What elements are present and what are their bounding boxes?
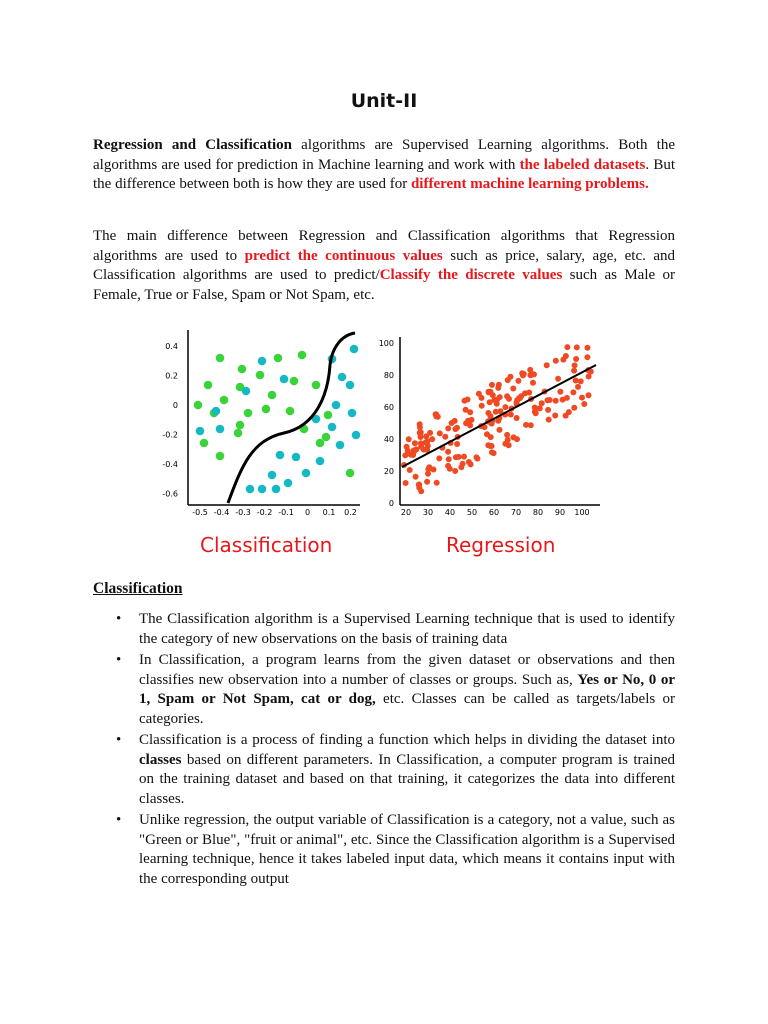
reg-point xyxy=(552,413,558,419)
difference-highlight-1: predict the continuous values xyxy=(244,247,443,264)
class-point-cyan xyxy=(284,479,293,488)
reg-point xyxy=(433,411,439,417)
reg-y-tick-label: 0 xyxy=(388,499,394,508)
reg-point xyxy=(465,397,471,403)
class-y-tick-label: -0.2 xyxy=(162,430,178,440)
reg-point xyxy=(553,398,559,404)
reg-point xyxy=(454,425,460,431)
class-x-tick-label: -0.4 xyxy=(213,508,230,517)
class-point-green xyxy=(290,377,299,386)
reg-y-tick-label: 40 xyxy=(383,435,394,444)
reg-x-tick-label: 70 xyxy=(510,508,522,517)
class-point-green xyxy=(200,439,209,448)
reg-point xyxy=(564,344,570,350)
reg-point xyxy=(445,449,451,455)
reg-point xyxy=(573,378,579,384)
reg-point xyxy=(445,463,451,469)
reg-point xyxy=(413,474,419,480)
reg-point xyxy=(544,362,550,368)
reg-x-tick-label: 60 xyxy=(488,508,500,517)
reg-point xyxy=(458,464,464,470)
reg-point xyxy=(570,389,576,395)
reg-point xyxy=(442,434,448,440)
reg-point xyxy=(465,418,471,424)
reg-point xyxy=(417,430,423,436)
reg-point xyxy=(418,488,424,494)
class-point-cyan xyxy=(276,451,285,460)
bullet-icon: • xyxy=(116,812,122,828)
reg-x-tick-label: 90 xyxy=(554,508,566,517)
reg-point xyxy=(563,413,569,419)
reg-point xyxy=(539,400,545,406)
bullet-bold: Yes or No, 0 or 1, Spam or Not Spam, cat or dog, xyxy=(139,671,675,707)
reg-point xyxy=(453,454,459,460)
class-x-tick-label: 0.2 xyxy=(344,508,357,517)
list-item xyxy=(93,731,675,809)
class-x-tick-label: -0.1 xyxy=(278,508,294,517)
reg-point xyxy=(452,468,458,474)
list-item xyxy=(93,811,675,889)
reg-y-tick-label: 100 xyxy=(378,339,394,348)
class-point-green xyxy=(236,421,245,430)
reg-point xyxy=(522,390,528,396)
reg-point xyxy=(537,405,543,411)
class-point-cyan xyxy=(246,485,255,494)
class-point-green xyxy=(220,396,229,405)
reg-point xyxy=(586,374,592,380)
list-item xyxy=(93,610,675,649)
reg-point xyxy=(424,479,430,485)
difference-text-3: such as Male or Female, True or False, Spam or Not Spam, etc. xyxy=(93,267,675,303)
class-point-cyan xyxy=(348,409,357,418)
reg-point xyxy=(504,393,510,399)
reg-point xyxy=(476,391,482,397)
reg-point xyxy=(423,440,429,446)
class-point-green xyxy=(216,452,225,461)
class-point-cyan xyxy=(292,453,301,462)
class-point-green xyxy=(262,405,271,414)
reg-point xyxy=(508,412,514,418)
page-title: Unit-II xyxy=(350,90,418,112)
reg-point xyxy=(490,392,496,398)
bullet-text: based on different parameters. In Classification, a computer program is trained on the training dataset and based on that training, it categorizes the data into different classes. xyxy=(139,751,675,807)
reg-point xyxy=(532,409,538,415)
class-point-green xyxy=(216,354,225,363)
class-point-cyan xyxy=(268,471,277,480)
reg-point xyxy=(404,444,410,450)
reg-point xyxy=(581,401,587,407)
reg-point xyxy=(502,404,508,410)
reg-point xyxy=(545,397,551,403)
reg-point xyxy=(497,427,503,433)
class-point-green xyxy=(238,365,247,374)
class-point-cyan xyxy=(258,485,267,494)
reg-point xyxy=(446,456,452,462)
class-point-cyan xyxy=(280,375,289,384)
regression-caption: Regression xyxy=(446,533,556,557)
reg-x-tick-label: 80 xyxy=(532,508,544,517)
reg-point xyxy=(494,401,500,407)
classification-caption: Classification xyxy=(200,533,333,557)
reg-x-tick-label: 50 xyxy=(466,508,478,517)
reg-point xyxy=(530,380,536,386)
class-y-tick-label: 0.4 xyxy=(165,342,178,351)
reg-point xyxy=(519,370,525,376)
intro-paragraph xyxy=(93,136,675,195)
reg-point xyxy=(515,378,521,384)
reg-point xyxy=(411,447,417,453)
classification-plot xyxy=(162,330,360,517)
difference-highlight-2: Classify the discrete values xyxy=(379,267,563,283)
reg-point xyxy=(412,440,418,446)
reg-point xyxy=(421,447,427,453)
regression-plot xyxy=(379,337,600,517)
bullet-text: In Classification, a program learns from the given dataset or observations and then classifies new observation into a number of classes or groups. Such as, xyxy=(139,652,675,688)
difference-paragraph xyxy=(93,227,675,305)
bullet-text: Unlike regression, the output variable of Classification is a category, not a value, such as "Green or Blue", "fruit or animal", etc. Since the Classification algorithm is a Supervised learning technique, hence it takes labeled input data, which means it contains input with the corresponding output xyxy=(139,812,675,887)
reg-point xyxy=(495,385,501,391)
reg-point xyxy=(406,436,412,442)
list-item xyxy=(93,651,675,729)
class-point-green xyxy=(312,381,321,390)
class-point-green xyxy=(346,469,355,478)
reg-point xyxy=(586,392,592,398)
reg-point xyxy=(572,362,578,368)
reg-point xyxy=(578,378,584,384)
reg-point xyxy=(555,376,561,382)
reg-point xyxy=(403,480,409,486)
bullet-text: etc. Classes can be called as targets/labels or categories. xyxy=(139,691,675,727)
classification-heading: Classification xyxy=(93,580,183,597)
classification-bullet-list xyxy=(93,610,675,891)
reg-point xyxy=(564,395,570,401)
reg-point xyxy=(484,431,490,437)
reg-point xyxy=(545,407,551,413)
reg-point xyxy=(571,368,577,374)
reg-point xyxy=(575,384,581,390)
class-x-tick-label: -0.2 xyxy=(256,508,273,517)
class-x-tick-label: 0.1 xyxy=(322,508,336,517)
bullet-icon: • xyxy=(116,652,122,668)
reg-point xyxy=(479,403,485,409)
intro-text-2: . But the difference between both is how they are used for xyxy=(93,156,675,192)
reg-point xyxy=(407,467,413,473)
reg-point xyxy=(510,386,516,392)
class-x-tick-label: -0.3 xyxy=(235,508,251,517)
class-point-green xyxy=(274,354,283,363)
reg-point xyxy=(584,354,590,360)
reg-point xyxy=(461,454,467,460)
reg-point xyxy=(445,425,451,431)
reg-point xyxy=(573,356,579,362)
bullet-icon: • xyxy=(116,732,122,748)
reg-point xyxy=(429,436,435,442)
reg-point xyxy=(468,461,474,467)
reg-point xyxy=(491,450,497,456)
difference-text-1: The main difference between Regression and Classification algorithms that Regression algorithms are used to xyxy=(93,228,675,264)
class-y-tick-label: -0.4 xyxy=(162,460,178,469)
class-point-green xyxy=(204,381,213,390)
class-point-cyan xyxy=(316,457,325,466)
class-point-cyan xyxy=(302,469,311,478)
reg-point xyxy=(434,480,440,486)
reg-point xyxy=(449,420,455,426)
class-point-green xyxy=(316,439,325,448)
intro-text-1: algorithms are Supervised Learning algorithms. Both the algorithms are used for prediction in Machine learning and work with xyxy=(93,137,675,173)
reg-y-tick-label: 60 xyxy=(383,403,394,412)
reg-point xyxy=(557,389,563,395)
class-point-green xyxy=(268,391,277,400)
reg-point xyxy=(437,430,443,436)
class-point-cyan xyxy=(346,381,355,390)
reg-point xyxy=(579,395,585,401)
reg-point xyxy=(574,344,580,350)
class-y-tick-label: -0.6 xyxy=(162,489,178,499)
class-point-cyan xyxy=(352,431,361,440)
intro-bold-phrase: Regression and Classification xyxy=(93,137,292,153)
reg-point xyxy=(511,434,517,440)
reg-x-tick-label: 30 xyxy=(422,508,434,517)
class-point-cyan xyxy=(332,401,341,410)
reg-point xyxy=(514,415,520,421)
bullet-bold: classes xyxy=(139,751,182,768)
intro-highlight-2: different machine learning problems. xyxy=(410,176,649,192)
class-point-cyan xyxy=(336,441,345,450)
class-point-cyan xyxy=(216,425,225,434)
reg-point xyxy=(436,455,442,461)
reg-point xyxy=(474,454,480,460)
class-y-tick-label: 0 xyxy=(172,401,178,410)
class-point-green xyxy=(324,411,333,420)
reg-point xyxy=(560,357,566,363)
reg-point xyxy=(523,422,529,428)
reg-x-tick-label: 40 xyxy=(444,508,456,517)
class-point-cyan xyxy=(258,357,267,366)
reg-point xyxy=(463,407,469,413)
reg-y-tick-label: 20 xyxy=(383,467,394,476)
class-y-tick-label: 0.2 xyxy=(165,371,178,381)
class-point-green xyxy=(298,351,307,360)
class-point-cyan xyxy=(196,427,205,436)
reg-point xyxy=(454,441,460,447)
class-point-green xyxy=(256,371,265,380)
reg-point xyxy=(485,410,491,416)
reg-y-tick-label: 80 xyxy=(383,371,394,380)
reg-x-tick-label: 100 xyxy=(574,508,590,517)
reg-point xyxy=(416,482,422,488)
reg-point xyxy=(502,441,508,447)
difference-text-2: such as price, salary, age, etc. and Classification algorithms are used to predict/ xyxy=(93,247,676,283)
reg-point xyxy=(505,377,511,383)
class-point-green xyxy=(194,401,203,410)
bullet-text: Classification is a process of finding a function which helps in dividing the dataset into xyxy=(139,732,675,748)
intro-highlight-1: the labeled datasets xyxy=(519,156,646,173)
bullet-text: The Classification algorithm is a Supervised Learning technique that is used to identify the category of new observations on the basis of training data xyxy=(139,611,675,647)
class-point-green xyxy=(244,409,253,418)
class-point-green xyxy=(286,407,295,416)
reg-point xyxy=(489,382,495,388)
class-point-cyan xyxy=(212,407,221,416)
class-point-cyan xyxy=(272,485,281,494)
reg-point xyxy=(426,464,432,470)
classification-regression-figure xyxy=(162,325,600,565)
reg-point xyxy=(553,358,559,364)
class-point-cyan xyxy=(328,423,337,432)
class-point-cyan xyxy=(338,373,347,382)
class-point-green xyxy=(234,429,243,438)
class-point-cyan xyxy=(242,387,251,396)
reg-point xyxy=(531,371,537,377)
class-x-tick-label: -0.5 xyxy=(192,508,208,517)
class-point-cyan xyxy=(350,345,359,354)
bullet-icon: • xyxy=(116,611,122,627)
class-x-tick-label: 0 xyxy=(304,508,311,517)
reg-point xyxy=(546,417,552,423)
reg-point xyxy=(585,345,591,351)
reg-point xyxy=(487,443,493,449)
reg-point xyxy=(571,405,577,411)
reg-point xyxy=(427,430,433,436)
reg-x-tick-label: 20 xyxy=(400,508,412,517)
